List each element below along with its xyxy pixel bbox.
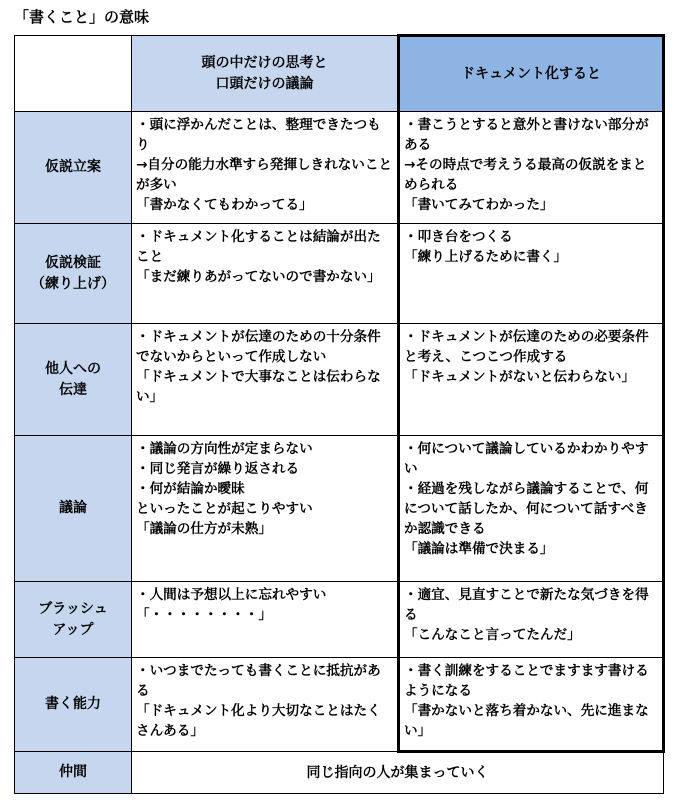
footer-label: 仲間 (15, 752, 132, 794)
oral-cell: ・頭に浮かんだことは、整理できたつもり →自分の能力水準すら発揮しきれないことが多い 「書かなくてもわかってる」 (132, 112, 399, 224)
header-row (15, 36, 664, 112)
oral-cell: ・ドキュメントが伝達のための十分条件でないからといって作成しない 「ドキュメントで大事なことは伝わらない」 (132, 324, 399, 436)
table-row (15, 582, 664, 658)
oral-cell: ・議論の方向性が定まらない ・同じ発言が繰り返される ・何が結論か曖昧 といったことが起こりやすい 「議論の仕方が未熟」 (132, 436, 399, 582)
table-row (15, 324, 664, 436)
comparison-table (14, 34, 665, 794)
column-header-oral: 頭の中だけの思考と 口頭だけの議論 (132, 36, 399, 112)
row-label: ブラッシュ アップ (15, 582, 132, 658)
footer-row (15, 752, 664, 794)
row-label: 仮説立案 (15, 112, 132, 224)
table-row (15, 436, 664, 582)
row-label: 他人への 伝達 (15, 324, 132, 436)
corner-cell (15, 36, 132, 112)
page-title: 「書くこと」の意味 (14, 8, 150, 26)
oral-cell: ・ドキュメント化することは結論が出たこと 「まだ練りあがってないので書かない」 (132, 224, 399, 324)
oral-cell: ・いつまでたっても書くことに抵抗がある 「ドキュメント化より大切なことはたくさんある」 (132, 658, 399, 752)
footer-text: 同じ指向の人が集まっていく (132, 752, 664, 794)
table-row (15, 224, 664, 324)
column-header-documented: ドキュメント化すると (399, 36, 664, 112)
documented-cell: ・何について議論しているかわかりやすい ・経過を残しながら議論することで、何について話したか、何について話すべきか認識できる 「議論は準備で決まる」 (399, 436, 664, 582)
oral-cell: ・人間は予想以上に忘れやすい 「・・・・・・・・」 (132, 582, 399, 658)
documented-cell: ・書く訓練をすることでますます書けるようになる 「書かないと落ち着かない、先に進まない」 (399, 658, 664, 752)
table-row (15, 658, 664, 752)
documented-cell: ・叩き台をつくる 「練り上げるために書く」 (399, 224, 664, 324)
table-row (15, 112, 664, 224)
documented-cell: ・ドキュメントが伝達のための必要条件と考え、こつこつ作成する 「ドキュメントがないと伝わらない」 (399, 324, 664, 436)
row-label: 議論 (15, 436, 132, 582)
documented-cell: ・適宜、見直すことで新たな気づきを得る 「こんなこと言ってたんだ」 (399, 582, 664, 658)
row-label: 書く能力 (15, 658, 132, 752)
row-label: 仮説検証 （練り上げ） (15, 224, 132, 324)
documented-cell: ・書こうとすると意外と書けない部分がある →その時点で考えうる最高の仮説をまとめられる 「書いてみてわかった」 (399, 112, 664, 224)
